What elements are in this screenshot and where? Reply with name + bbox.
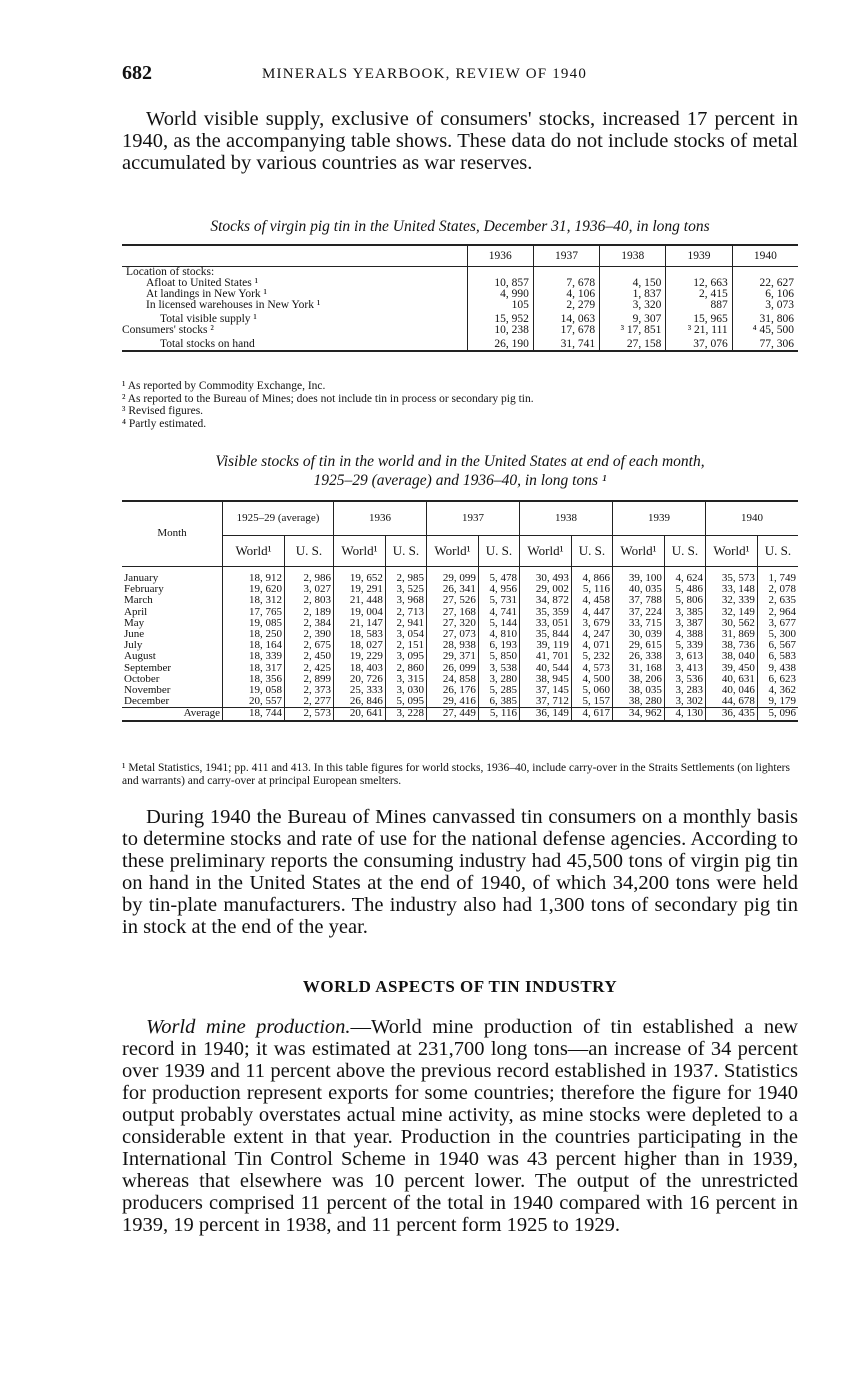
table1-cell: 31, 741 bbox=[533, 336, 599, 351]
table2-cell: 19, 085 bbox=[223, 618, 285, 629]
table2-cell: 44, 678 bbox=[705, 696, 757, 708]
table2-month-label: October bbox=[124, 673, 160, 685]
table2-month-label: August bbox=[124, 651, 156, 663]
table2-cell: 4, 362 bbox=[757, 685, 798, 696]
table2-cell: 5, 731 bbox=[478, 595, 519, 606]
table1-cell: 9, 307 bbox=[600, 311, 666, 325]
table2-cell: 6, 623 bbox=[757, 674, 798, 685]
table2-cell: 9, 179 bbox=[757, 696, 798, 708]
table2-cell: 3, 315 bbox=[385, 674, 426, 685]
table2-cell: 2, 384 bbox=[284, 618, 333, 629]
table2-average-row bbox=[122, 708, 798, 721]
table2-cell: 26, 099 bbox=[426, 663, 478, 674]
table2-cell: 20, 557 bbox=[223, 696, 285, 708]
table2-cell: 2, 964 bbox=[757, 607, 798, 618]
table2-cell: 3, 054 bbox=[385, 629, 426, 640]
table2-cell: 3, 536 bbox=[664, 674, 705, 685]
table2-cell: 32, 339 bbox=[705, 595, 757, 606]
table2-cell: 5, 486 bbox=[664, 584, 705, 595]
table2-cell: 3, 613 bbox=[664, 651, 705, 662]
table2-cell: 3, 030 bbox=[385, 685, 426, 696]
table2-cell: 4, 624 bbox=[664, 567, 705, 585]
table2-cell: 33, 715 bbox=[612, 618, 664, 629]
table1-cell: 17, 678 bbox=[533, 325, 599, 336]
table2-world-header: World¹ bbox=[705, 535, 757, 566]
table2-cell: 2, 425 bbox=[284, 663, 333, 674]
table1-corner bbox=[122, 245, 467, 267]
table2-month-label: May bbox=[124, 617, 145, 629]
table2-cell: 2, 277 bbox=[284, 696, 333, 708]
table2-cell: 4, 810 bbox=[478, 629, 519, 640]
table2-average-cell: 4, 617 bbox=[571, 708, 612, 721]
table2-cell: 4, 741 bbox=[478, 607, 519, 618]
table2-cell: 19, 652 bbox=[333, 567, 385, 585]
table2-cell: 27, 073 bbox=[426, 629, 478, 640]
table2-cell: 18, 312 bbox=[223, 595, 285, 606]
table2-cell: 18, 339 bbox=[223, 651, 285, 662]
table2-cell: 4, 866 bbox=[571, 567, 612, 585]
table2-us-header: U. S. bbox=[757, 535, 798, 566]
table2-cell: 18, 912 bbox=[223, 567, 285, 585]
table2-cell: 18, 164 bbox=[223, 640, 285, 651]
table2-world-header: World¹ bbox=[612, 535, 664, 566]
table2-cell: 2, 803 bbox=[284, 595, 333, 606]
table2-average-cell: 36, 149 bbox=[519, 708, 571, 721]
table2-cell: 29, 099 bbox=[426, 567, 478, 585]
table2-cell: 2, 899 bbox=[284, 674, 333, 685]
mine-production-paragraph bbox=[122, 1016, 798, 1236]
table2-cell: 41, 701 bbox=[519, 651, 571, 662]
table1-cell: 15, 965 bbox=[666, 311, 732, 325]
monthly-stocks-table bbox=[122, 500, 798, 722]
table2-cell: 30, 039 bbox=[612, 629, 664, 640]
table2-average-cell: 18, 744 bbox=[223, 708, 285, 721]
table2-us-header: U. S. bbox=[284, 535, 333, 566]
table1-cell: 887 bbox=[666, 300, 732, 311]
table2-average-cell: 5, 116 bbox=[478, 708, 519, 721]
table2-cell: 19, 620 bbox=[223, 584, 285, 595]
table2-cell: 35, 844 bbox=[519, 629, 571, 640]
table2-cell: 29, 371 bbox=[426, 651, 478, 662]
table2-cell: 3, 280 bbox=[478, 674, 519, 685]
table2-cell: 34, 872 bbox=[519, 595, 571, 606]
table2-cell: 24, 858 bbox=[426, 674, 478, 685]
table1-year-header: 1939 bbox=[666, 245, 732, 267]
table1-cell: 14, 063 bbox=[533, 311, 599, 325]
table2-cell: 6, 193 bbox=[478, 640, 519, 651]
table2-cell: 28, 938 bbox=[426, 640, 478, 651]
table2-cell: 32, 149 bbox=[705, 607, 757, 618]
table2-cell: 19, 291 bbox=[333, 584, 385, 595]
table2-cell: 39, 100 bbox=[612, 567, 664, 585]
table2-cell: 19, 058 bbox=[223, 685, 285, 696]
table-row bbox=[122, 696, 798, 708]
table1-caption: Stocks of virgin pig tin in the United States, December 31, 1936–40, in long tons bbox=[210, 218, 710, 235]
table2-cell: 40, 631 bbox=[705, 674, 757, 685]
table2-cell: 38, 040 bbox=[705, 651, 757, 662]
table2-us-header: U. S. bbox=[478, 535, 519, 566]
table2-cell: 17, 765 bbox=[223, 607, 285, 618]
table2-average-cell: 4, 130 bbox=[664, 708, 705, 721]
table2-cell: 4, 071 bbox=[571, 640, 612, 651]
table1-cell: 2, 415 bbox=[666, 289, 732, 300]
table1-footnote: ¹ As reported by Commodity Exchange, Inc. bbox=[122, 380, 326, 392]
table-row bbox=[122, 325, 798, 336]
table2-cell: 20, 726 bbox=[333, 674, 385, 685]
table2-header-row bbox=[122, 501, 798, 535]
table2-cell: 2, 373 bbox=[284, 685, 333, 696]
table2-cell: 37, 224 bbox=[612, 607, 664, 618]
table1-cell: 105 bbox=[467, 300, 533, 311]
table-row bbox=[122, 300, 798, 311]
table2-month-label: November bbox=[124, 685, 171, 697]
table2-cell: 2, 151 bbox=[385, 640, 426, 651]
table2-cell: 5, 339 bbox=[664, 640, 705, 651]
table1-section-label: Location of stocks: bbox=[126, 266, 215, 278]
table2-cell: 2, 941 bbox=[385, 618, 426, 629]
table2-cell: 5, 144 bbox=[478, 618, 519, 629]
table2-cell: 37, 145 bbox=[519, 685, 571, 696]
table2-month-label: January bbox=[124, 572, 159, 584]
table1-cell: 2, 279 bbox=[533, 300, 599, 311]
table2-month-label: July bbox=[124, 640, 143, 652]
table1-footnote: ³ Revised figures. bbox=[122, 405, 204, 417]
table2-caption-line1: Visible stocks of tin in the world and in the United States at end of each month, bbox=[215, 453, 705, 470]
table2-cell: 2, 986 bbox=[284, 567, 333, 585]
table2-month-label: March bbox=[124, 595, 153, 607]
table2-cell: 27, 168 bbox=[426, 607, 478, 618]
consumers-text: During 1940 the Bureau of Mines canvassed tin consumers on a monthly basis to determine stocks and rate of use for the national defense agencies. According to these preliminary reports the consuming industry had 45,500 tons of virgin pig tin on hand in the United States at the end of 1940, of which 34,200 tons were held by tin-plate manufacturers. The industry also had 1,300 tons of secondary pig tin in stock at the end of the year. bbox=[122, 806, 798, 938]
table2-cell: 33, 051 bbox=[519, 618, 571, 629]
table2-cell: 30, 493 bbox=[519, 567, 571, 585]
table1-cell: 12, 663 bbox=[666, 278, 732, 289]
table2-cell: 25, 333 bbox=[333, 685, 385, 696]
table2-cell: 6, 583 bbox=[757, 651, 798, 662]
table2-us-header: U. S. bbox=[385, 535, 426, 566]
page-number: 682 bbox=[122, 62, 152, 84]
table2-cell: 3, 968 bbox=[385, 595, 426, 606]
table2-cell: 3, 679 bbox=[571, 618, 612, 629]
table1-cell: 15, 952 bbox=[467, 311, 533, 325]
table1-footnotes bbox=[122, 380, 798, 430]
table2-world-header: World¹ bbox=[223, 535, 285, 566]
table2-cell: 18, 027 bbox=[333, 640, 385, 651]
table2-month-label: June bbox=[124, 629, 145, 641]
table2-cell: 2, 675 bbox=[284, 640, 333, 651]
table2-period-header: 1939 bbox=[612, 501, 705, 535]
table2-cell: 18, 403 bbox=[333, 663, 385, 674]
table-row bbox=[122, 651, 798, 662]
table2-cell: 26, 846 bbox=[333, 696, 385, 708]
table2-cell: 4, 388 bbox=[664, 629, 705, 640]
table2-average-cell: 36, 435 bbox=[705, 708, 757, 721]
table2-cell: 19, 229 bbox=[333, 651, 385, 662]
table1-cell: 26, 190 bbox=[467, 336, 533, 351]
stocks-table bbox=[122, 244, 798, 352]
table2-cell: 3, 387 bbox=[664, 618, 705, 629]
table2-month-header: Month bbox=[122, 501, 223, 567]
table2-average-cell: 3, 228 bbox=[385, 708, 426, 721]
table2-cell: 5, 232 bbox=[571, 651, 612, 662]
table2-cell: 6, 567 bbox=[757, 640, 798, 651]
table2-average-cell: 27, 449 bbox=[426, 708, 478, 721]
table2-cell: 5, 060 bbox=[571, 685, 612, 696]
table1-cell: ³ 21, 111 bbox=[666, 325, 732, 336]
table2-cell: 3, 027 bbox=[284, 584, 333, 595]
table2-month-label: September bbox=[124, 662, 172, 674]
table-row bbox=[122, 278, 798, 289]
table-row bbox=[122, 336, 798, 351]
table2-cell: 29, 002 bbox=[519, 584, 571, 595]
table2-cell: 19, 004 bbox=[333, 607, 385, 618]
table2-cell: 26, 176 bbox=[426, 685, 478, 696]
table2-cell: 3, 525 bbox=[385, 584, 426, 595]
table2-cell: 39, 119 bbox=[519, 640, 571, 651]
table1-cell: 1, 837 bbox=[600, 289, 666, 300]
table2-cell: 40, 544 bbox=[519, 663, 571, 674]
table1-row-label: Total stocks on hand bbox=[122, 336, 467, 351]
table1-year-header: 1937 bbox=[533, 245, 599, 267]
table2-cell: 30, 562 bbox=[705, 618, 757, 629]
table2-cell: 5, 095 bbox=[385, 696, 426, 708]
table2-cell: 37, 788 bbox=[612, 595, 664, 606]
table2-cell: 18, 583 bbox=[333, 629, 385, 640]
table2-cell: 26, 338 bbox=[612, 651, 664, 662]
table2-cell: 39, 450 bbox=[705, 663, 757, 674]
table2-cell: 5, 850 bbox=[478, 651, 519, 662]
table2-cell: 26, 341 bbox=[426, 584, 478, 595]
table2-cell: 5, 806 bbox=[664, 595, 705, 606]
table1-cell: 31, 806 bbox=[732, 311, 798, 325]
table2-cell: 5, 478 bbox=[478, 567, 519, 585]
table2-cell: 40, 035 bbox=[612, 584, 664, 595]
table2-month-label: December bbox=[124, 696, 170, 708]
table1-cell: ³ 17, 851 bbox=[600, 325, 666, 336]
mine-production-body: —World mine production of tin established a new record in 1940; it was estimated at 231,700 long tons—an increase of 34 percent over 1939 and 11 percent above the previous record established in 1937. Statistics for production represent exports for some countries; therefore the figure for 1940 output probably overstates actual mine activity, as mine stocks were depleted to a considerable extent in that year. Production in the countries participating in the International Tin Control Scheme in 1940 was 43 percent higher than in 1939, whereas that elsewhere was 10 percent lower. The output of the unrestricted producers comprised 11 percent of the total in 1940 compared with 16 percent in 1939, 19 percent in 1938, and 11 percent form 1925 to 1929. bbox=[122, 1016, 798, 1236]
table2-cell: 4, 500 bbox=[571, 674, 612, 685]
table2-cell: 2, 713 bbox=[385, 607, 426, 618]
table2-cell: 21, 147 bbox=[333, 618, 385, 629]
table1-footnote: ² As reported to the Bureau of Mines; does not include tin in process or secondary pig tin. bbox=[122, 392, 534, 405]
table2-average-cell: 34, 962 bbox=[612, 708, 664, 721]
table2-cell: 3, 095 bbox=[385, 651, 426, 662]
running-title: MINERALS YEARBOOK, REVIEW OF 1940 bbox=[262, 66, 588, 82]
table2-us-header: U. S. bbox=[571, 535, 612, 566]
table1-cell: 4, 106 bbox=[533, 289, 599, 300]
table2-period-header: 1936 bbox=[333, 501, 426, 535]
table-row bbox=[122, 311, 798, 325]
table1-row-label: Consumers' stocks ² bbox=[122, 325, 214, 336]
table1-cell: 3, 320 bbox=[600, 300, 666, 311]
mine-production-lead: World mine production. bbox=[146, 1016, 351, 1038]
table2-cell: 38, 280 bbox=[612, 696, 664, 708]
table2-cell: 2, 189 bbox=[284, 607, 333, 618]
table1-cell: 37, 076 bbox=[666, 336, 732, 351]
table2-period-header: 1938 bbox=[519, 501, 612, 535]
table2-subheader-row bbox=[122, 535, 798, 566]
table2-cell: 4, 247 bbox=[571, 629, 612, 640]
table2-cell: 3, 302 bbox=[664, 696, 705, 708]
table1-row-label: Total visible supply ¹ bbox=[160, 313, 257, 325]
table2-cell: 9, 438 bbox=[757, 663, 798, 674]
mine-production-text bbox=[122, 1016, 798, 1236]
table2-cell: 5, 300 bbox=[757, 629, 798, 640]
table1-row-label: Afloat to United States ¹ bbox=[146, 278, 259, 289]
table2-cell: 5, 116 bbox=[571, 584, 612, 595]
table2-cell: 38, 945 bbox=[519, 674, 571, 685]
table2-cell: 18, 356 bbox=[223, 674, 285, 685]
table2-cell: 2, 635 bbox=[757, 595, 798, 606]
table2-cell: 6, 385 bbox=[478, 696, 519, 708]
consumers-paragraph bbox=[122, 806, 798, 938]
table-row bbox=[122, 595, 798, 606]
table2-average-cell: 5, 096 bbox=[757, 708, 798, 721]
table-row bbox=[122, 567, 798, 585]
table1-year-header: 1940 bbox=[732, 245, 798, 267]
table2-cell: 31, 168 bbox=[612, 663, 664, 674]
table1-footnote: ⁴ Partly estimated. bbox=[122, 417, 207, 430]
table1-cell: 77, 306 bbox=[732, 336, 798, 351]
table2-cell: 35, 359 bbox=[519, 607, 571, 618]
table2-cell: 5, 157 bbox=[571, 696, 612, 708]
table2-cell: 4, 573 bbox=[571, 663, 612, 674]
table2-period-header: 1937 bbox=[426, 501, 519, 535]
table2-us-header: U. S. bbox=[664, 535, 705, 566]
table2-cell: 37, 712 bbox=[519, 696, 571, 708]
table1-cell: 7, 678 bbox=[533, 278, 599, 289]
table1-year-header: 1938 bbox=[600, 245, 666, 267]
table2-cell: 3, 538 bbox=[478, 663, 519, 674]
table2-average-cell: 20, 641 bbox=[333, 708, 385, 721]
table2-caption-line2: 1925–29 (average) and 1936–40, in long tons ¹ bbox=[313, 472, 607, 489]
table2-cell: 27, 320 bbox=[426, 618, 478, 629]
table2-cell: 2, 450 bbox=[284, 651, 333, 662]
table2-cell: 38, 035 bbox=[612, 685, 664, 696]
table2-world-header: World¹ bbox=[426, 535, 478, 566]
table2-cell: 5, 285 bbox=[478, 685, 519, 696]
table2-world-header: World¹ bbox=[333, 535, 385, 566]
table1-cell: 10, 238 bbox=[467, 325, 533, 336]
table2-cell: 4, 458 bbox=[571, 595, 612, 606]
table2-cell: 3, 413 bbox=[664, 663, 705, 674]
table2-cell: 2, 390 bbox=[284, 629, 333, 640]
table1-header-row bbox=[122, 245, 798, 267]
table-row bbox=[122, 289, 798, 300]
table1-year-header: 1936 bbox=[467, 245, 533, 267]
table1-cell: 4, 990 bbox=[467, 289, 533, 300]
table2-month-label: February bbox=[124, 584, 164, 596]
table2-cell: 4, 447 bbox=[571, 607, 612, 618]
table1-cell: 3, 073 bbox=[732, 300, 798, 311]
table2-world-header: World¹ bbox=[519, 535, 571, 566]
table2-month-label: April bbox=[124, 606, 148, 618]
table1-cell: 22, 627 bbox=[732, 278, 798, 289]
table2-cell: 1, 749 bbox=[757, 567, 798, 585]
table2-cell: 35, 573 bbox=[705, 567, 757, 585]
table2-period-header: 1925–29 (average) bbox=[223, 501, 334, 535]
intro-text: World visible supply, exclusive of consumers' stocks, increased 17 percent in 1940, as the accompanying table shows. These data do not include stocks of metal accumulated by various countries as war reserves. bbox=[122, 108, 798, 174]
table2-cell: 3, 283 bbox=[664, 685, 705, 696]
table2-cell: 40, 046 bbox=[705, 685, 757, 696]
table2-average-cell: 2, 573 bbox=[284, 708, 333, 721]
table2-cell: 33, 148 bbox=[705, 584, 757, 595]
table2-cell: 31, 869 bbox=[705, 629, 757, 640]
section-heading: WORLD ASPECTS OF TIN INDUSTRY bbox=[302, 977, 618, 996]
table2-cell: 38, 206 bbox=[612, 674, 664, 685]
table2-cell: 27, 526 bbox=[426, 595, 478, 606]
table1-cell: 10, 857 bbox=[467, 278, 533, 289]
table1-row-label: At landings in New York ¹ bbox=[146, 289, 268, 300]
table2-cell: 3, 385 bbox=[664, 607, 705, 618]
table1-cell: 27, 158 bbox=[600, 336, 666, 351]
table2-cell: 2, 860 bbox=[385, 663, 426, 674]
table2-cell: 38, 736 bbox=[705, 640, 757, 651]
table2-average-label: Average bbox=[122, 708, 223, 721]
table2-cell: 2, 985 bbox=[385, 567, 426, 585]
table1-cell: 4, 150 bbox=[600, 278, 666, 289]
table2-cell: 29, 416 bbox=[426, 696, 478, 708]
table2-cell: 4, 956 bbox=[478, 584, 519, 595]
table2-period-header: 1940 bbox=[705, 501, 798, 535]
table2-cell: 18, 317 bbox=[223, 663, 285, 674]
table2-footnote: ¹ Metal Statistics, 1941; pp. 411 and 413. In this table figures for world stocks, 1936–40, include carry-over in the Straits Settlements (on lighters and warrants) and carry-over at principal European smelters. bbox=[122, 762, 790, 787]
table2-cell: 18, 250 bbox=[223, 629, 285, 640]
table1-cell: ⁴ 45, 500 bbox=[732, 325, 798, 336]
table1-cell: 6, 106 bbox=[732, 289, 798, 300]
table2-cell: 2, 078 bbox=[757, 584, 798, 595]
table2-cell: 21, 448 bbox=[333, 595, 385, 606]
table2-cell: 3, 677 bbox=[757, 618, 798, 629]
table2-cell: 29, 615 bbox=[612, 640, 664, 651]
table2-caption bbox=[122, 452, 798, 490]
table1-row-label: In licensed warehouses in New York ¹ bbox=[146, 300, 321, 311]
intro-paragraph bbox=[122, 108, 798, 174]
